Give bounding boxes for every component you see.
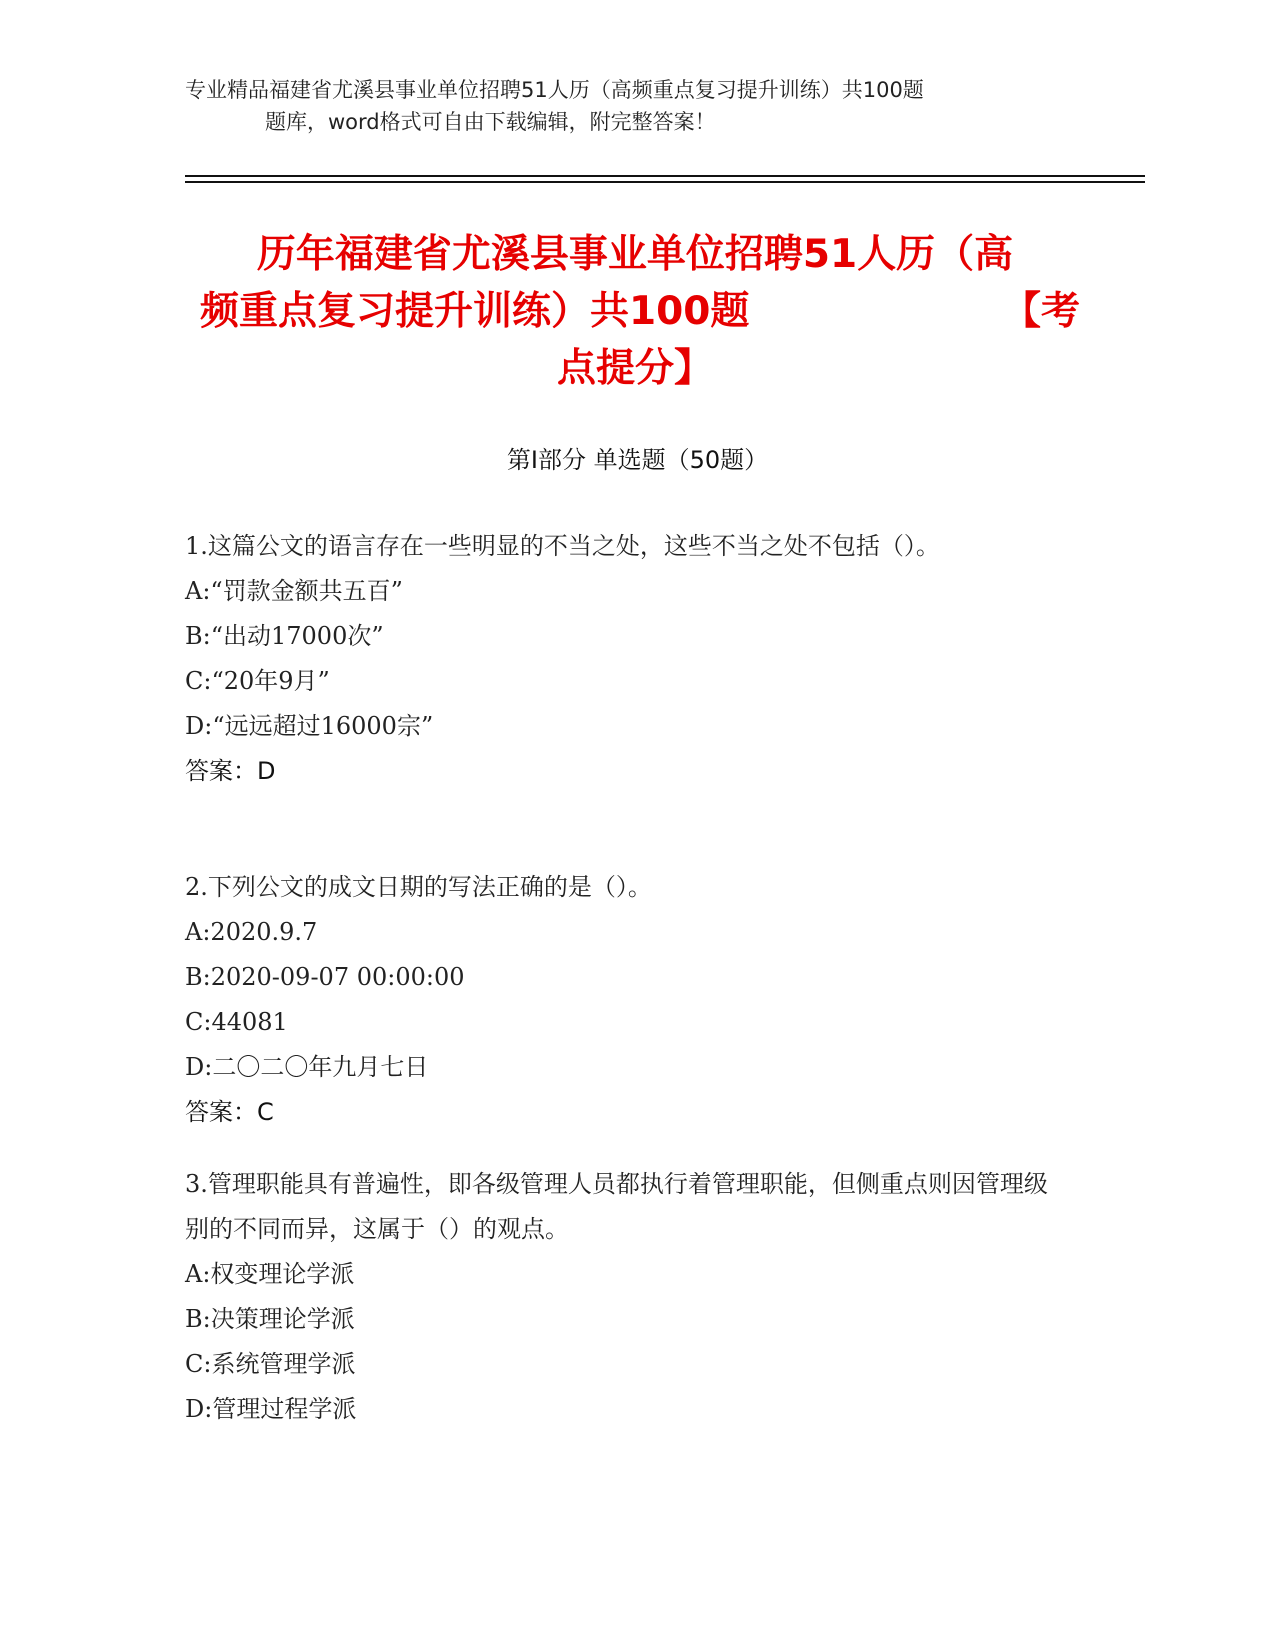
document-title bbox=[180, 226, 1090, 397]
question-1 bbox=[185, 524, 1065, 794]
question-stem: 2.下列公文的成文日期的写法正确的是（）。 bbox=[185, 873, 652, 901]
header-divider-top bbox=[185, 175, 1145, 177]
header-note bbox=[185, 74, 1065, 138]
option-b: B:2020-09-07 00:00:00 bbox=[185, 963, 465, 991]
answer-line: 答案：D bbox=[185, 757, 276, 785]
title-line-1: 历年福建省尤溪县事业单位招聘51人历（高 bbox=[256, 232, 1014, 277]
title-line-2-bracket: 【考 bbox=[1001, 289, 1080, 334]
option-c: C:“20年9月” bbox=[185, 667, 330, 695]
header-divider-bottom bbox=[185, 181, 1145, 183]
option-b: B:决策理论学派 bbox=[185, 1305, 355, 1333]
option-a: A:2020.9.7 bbox=[185, 918, 318, 946]
option-c: C:44081 bbox=[185, 1008, 288, 1036]
section-heading: 第Ⅰ部分 单选题（50题） bbox=[506, 446, 769, 474]
option-a: A:“罚款金额共五百” bbox=[185, 577, 403, 605]
question-stem: 3.管理职能具有普遍性，即各级管理人员都执行着管理职能，但侧重点则因管理级别的不同而异，这属于（）的观点。 bbox=[185, 1170, 1048, 1243]
answer-line: 答案：C bbox=[185, 1098, 274, 1126]
header-note-line-1: 专业精品福建省尤溪县事业单位招聘51人历（高频重点复习提升训练）共100题 bbox=[185, 78, 924, 102]
title-line-2-main: 频重点复习提升训练）共100题 bbox=[200, 289, 750, 334]
question-2 bbox=[185, 865, 1065, 1135]
option-d: D:二〇二〇年九月七日 bbox=[185, 1053, 429, 1081]
option-d: D:“远远超过16000宗” bbox=[185, 712, 434, 740]
question-3 bbox=[185, 1162, 1065, 1432]
option-c: C:系统管理学派 bbox=[185, 1350, 356, 1378]
option-a: A:权变理论学派 bbox=[185, 1260, 355, 1288]
option-b: B:“出动17000次” bbox=[185, 622, 384, 650]
title-line-3: 点提分】 bbox=[556, 346, 713, 391]
option-d: D:管理过程学派 bbox=[185, 1395, 357, 1423]
title-line-2 bbox=[180, 283, 1090, 340]
header-note-line-2: 题库，word格式可自由下载编辑，附完整答案！ bbox=[265, 110, 716, 134]
question-stem: 1.这篇公文的语言存在一些明显的不当之处，这些不当之处不包括（）。 bbox=[185, 532, 940, 560]
